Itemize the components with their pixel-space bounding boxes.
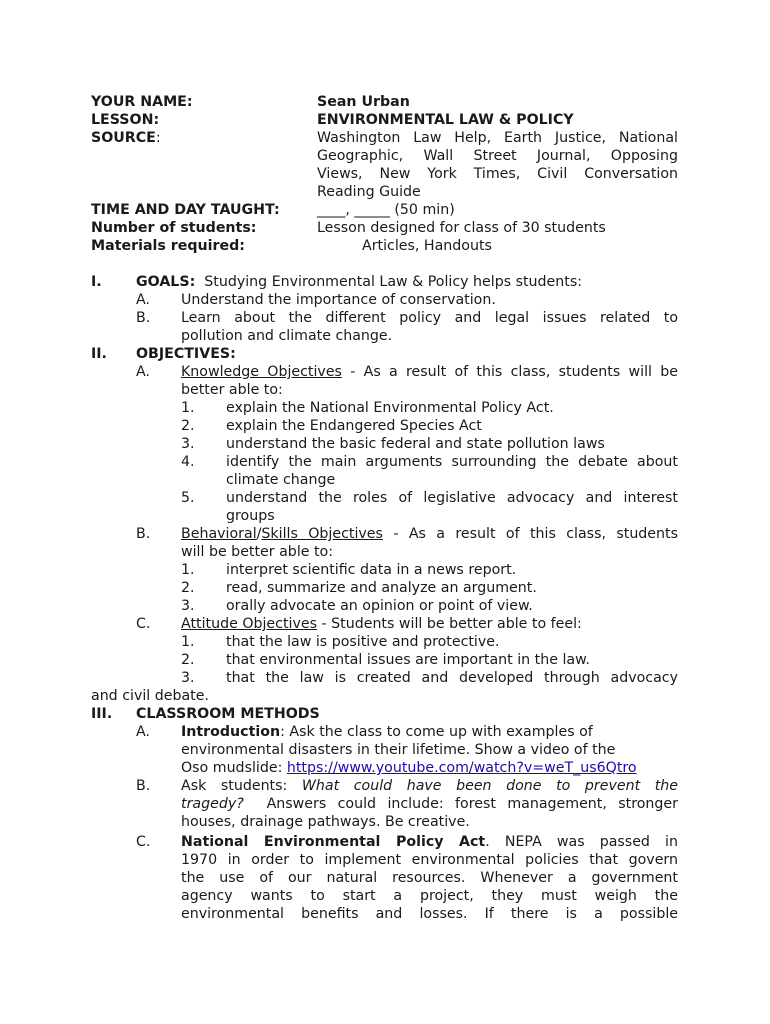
behavioral-cont: will be better able to: xyxy=(181,544,334,560)
introduction-line xyxy=(181,723,593,741)
introduction-rest: : Ask the class to come up with examples of xyxy=(280,724,593,740)
source-line: Views, New York Times, Civil Conversation xyxy=(317,166,678,182)
goals-heading-row xyxy=(136,273,582,291)
source-label-row xyxy=(91,129,161,147)
introduction-text: environmental disasters in their lifetime. Show a video of the xyxy=(181,742,616,758)
list-number: 5. xyxy=(181,490,195,506)
list-number: 4. xyxy=(181,454,195,470)
list-item-overflow: and civil debate. xyxy=(91,688,209,704)
ask-students-question: What could have been done to prevent the xyxy=(301,778,678,794)
attitude-objectives-title: Attitude Objectives xyxy=(181,616,317,632)
list-number: 3. xyxy=(181,436,195,452)
nepa-rest: . NEPA was passed in xyxy=(485,834,678,850)
source-colon: : xyxy=(155,130,161,146)
source-label: SOURCE xyxy=(91,130,156,146)
objectives-heading: OBJECTIVES: xyxy=(136,346,236,362)
knowledge-objectives-title: Knowledge Objectives xyxy=(181,364,342,380)
your-name-value: Sean Urban xyxy=(317,94,410,110)
list-number: 1. xyxy=(181,562,195,578)
nepa-text: environmental benefits and losses. If there is a possible xyxy=(181,906,678,922)
behavioral-objectives-line xyxy=(181,525,678,543)
list-item: identify the main arguments surrounding the debate about xyxy=(226,454,678,470)
materials-label: Materials required: xyxy=(91,238,245,254)
list-number: 1. xyxy=(181,400,195,416)
list-item: groups xyxy=(226,508,275,524)
goal-text: Learn about the different policy and legal issues related to xyxy=(181,310,678,326)
attitude-objectives-line xyxy=(181,615,582,633)
ask-students-answers: Answers could include: forest management, stronger xyxy=(266,796,678,812)
list-number: 2. xyxy=(181,652,195,668)
list-number: 2. xyxy=(181,580,195,596)
objectives-numeral: II. xyxy=(91,346,107,362)
introduction-title: Introduction xyxy=(181,724,281,740)
time-label: TIME AND DAY TAUGHT: xyxy=(91,202,280,218)
oso-mudslide-video-link[interactable]: https://www.youtube.com/watch?v=weT_us6Qtro xyxy=(286,760,637,776)
students-label: Number of students: xyxy=(91,220,257,236)
objective-letter: A. xyxy=(136,364,150,380)
list-item: understand the roles of legislative advocacy and interest xyxy=(226,490,678,506)
source-line: Reading Guide xyxy=(317,184,421,200)
list-item: read, summarize and analyze an argument. xyxy=(226,580,537,596)
list-item: that the law is created and developed through advocacy xyxy=(226,670,678,686)
behavioral-slash: / xyxy=(256,526,262,542)
students-value: Lesson designed for class of 30 students xyxy=(317,220,606,236)
list-number: 1. xyxy=(181,634,195,650)
nepa-text: agency wants to start a project, they must weigh the xyxy=(181,888,678,904)
materials-value: Articles, Handouts xyxy=(362,238,492,254)
lesson-label: LESSON: xyxy=(91,112,160,128)
your-name-label: YOUR NAME: xyxy=(91,94,193,110)
methods-heading: CLASSROOM METHODS xyxy=(136,706,320,722)
list-item: that the law is positive and protective. xyxy=(226,634,500,650)
ask-students-line3: houses, drainage pathways. Be creative. xyxy=(181,814,470,830)
ask-students-question-end: tragedy? xyxy=(181,796,244,812)
nepa-text: the use of our natural resources. Whenever a government xyxy=(181,870,678,886)
list-item: orally advocate an opinion or point of view. xyxy=(226,598,533,614)
goals-numeral: I. xyxy=(91,274,102,290)
goals-intro: Studying Environmental Law & Policy helps students: xyxy=(204,274,583,290)
introduction-video-label: Oso mudslide: xyxy=(181,760,287,776)
nepa-text: 1970 in order to implement environmental policies that govern xyxy=(181,852,678,868)
ask-students-lead: Ask students: xyxy=(181,778,288,794)
goal-letter: A. xyxy=(136,292,150,308)
ask-students-line xyxy=(181,777,678,795)
methods-numeral: III. xyxy=(91,706,113,722)
method-letter: C. xyxy=(136,834,151,850)
list-number: 3. xyxy=(181,598,195,614)
behavioral-rest: - As a result of this class, students xyxy=(393,526,678,542)
nepa-line xyxy=(181,833,678,851)
time-value: ____, _____ (50 min) xyxy=(317,202,455,218)
list-item: interpret scientific data in a news report. xyxy=(226,562,517,578)
list-item: explain the Endangered Species Act xyxy=(226,418,482,434)
goal-text: pollution and climate change. xyxy=(181,328,393,344)
list-item: explain the National Environmental Policy Act. xyxy=(226,400,554,416)
knowledge-objectives-rest: - As a result of this class, students will be xyxy=(350,364,678,380)
method-letter: A. xyxy=(136,724,150,740)
method-letter: B. xyxy=(136,778,151,794)
goals-heading: GOALS: xyxy=(136,274,196,290)
knowledge-objectives-line xyxy=(181,363,678,381)
list-item: climate change xyxy=(226,472,336,488)
skills-objectives-title: Skills Objectives xyxy=(261,526,383,542)
objective-letter: C. xyxy=(136,616,151,632)
introduction-video-line xyxy=(181,759,637,777)
list-number: 2. xyxy=(181,418,195,434)
source-line: Washington Law Help, Earth Justice, National xyxy=(317,130,678,146)
list-number: 3. xyxy=(181,670,195,686)
goal-letter: B. xyxy=(136,310,151,326)
list-item: that environmental issues are important in the law. xyxy=(226,652,590,668)
knowledge-objectives-cont: better able to: xyxy=(181,382,283,398)
behavioral-title: Behavioral xyxy=(181,526,257,542)
attitude-rest: - Students will be better able to feel: xyxy=(321,616,582,632)
goal-text: Understand the importance of conservation. xyxy=(181,292,496,308)
ask-students-line2 xyxy=(181,795,678,813)
objective-letter: B. xyxy=(136,526,151,542)
lesson-value: ENVIRONMENTAL LAW & POLICY xyxy=(317,112,574,128)
nepa-title: National Environmental Policy Act xyxy=(181,834,486,850)
list-item: understand the basic federal and state pollution laws xyxy=(226,436,605,452)
source-line: Geographic, Wall Street Journal, Opposing xyxy=(317,148,678,164)
